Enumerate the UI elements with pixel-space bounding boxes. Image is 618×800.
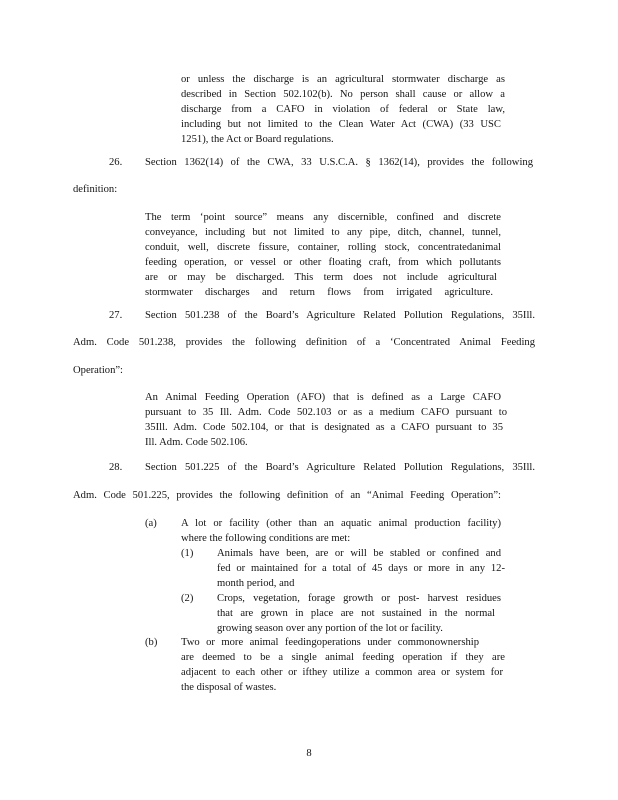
paragraph-line: Operation”: bbox=[73, 365, 124, 376]
list-item-line: are deemed to be a single animal feeding operation if they are bbox=[181, 652, 505, 663]
quote-line: described in Section 502.102(b). No person shall cause or allow a bbox=[181, 89, 505, 100]
quote-line: An Animal Feeding Operation (AFO) that is defined as a Large CAFO bbox=[145, 392, 501, 403]
sub-item-line: fed or maintained for a total of 45 days or more in any 12- bbox=[217, 563, 505, 574]
sub-item-line: Animals have been, are or will be stabled or confined and bbox=[217, 548, 501, 559]
paragraph-line: Section 501.238 of the Board’s Agriculture Related Pollution Regulations, 35Ill. bbox=[145, 310, 535, 321]
paragraph-line: definition: bbox=[73, 184, 118, 195]
quote-line: stormwater discharges and return flows from irrigated agriculture. bbox=[145, 287, 493, 298]
list-item-line: A lot or facility (other than an aquatic animal production facility) bbox=[181, 518, 501, 529]
sub-item-line: Crops, vegetation, forage growth or post- harvest residues bbox=[217, 593, 501, 604]
paragraph-number: 28. bbox=[109, 462, 123, 473]
paragraph-line: Section 501.225 of the Board’s Agriculture Related Pollution Regulations, 35Ill. bbox=[145, 462, 535, 473]
paragraph-number: 27. bbox=[109, 310, 123, 321]
paragraph-number: 26. bbox=[109, 157, 123, 168]
sub-item-line: that are grown in place are not sustained in the normal bbox=[217, 608, 495, 619]
paragraph-line: Adm. Code 501.225, provides the following definition of an “Animal Feeding Operation”: bbox=[73, 490, 501, 501]
quote-line: discharge from a CAFO in violation of federal or State law, bbox=[181, 104, 505, 115]
list-item-line: where the following conditions are met: bbox=[181, 533, 351, 544]
list-item-label: (a) bbox=[145, 518, 157, 529]
quote-line: including but not limited to the Clean Water Act (CWA) (33 USC bbox=[181, 119, 501, 130]
sub-item-label: (2) bbox=[181, 593, 194, 604]
quote-line: 35Ill. Adm. Code 502.104, or that is designated as a CAFO pursuant to 35 bbox=[145, 422, 503, 433]
quote-line: feeding operation, or vessel or other floating craft, from which pollutants bbox=[145, 257, 501, 268]
list-item-line: adjacent to each other or ifthey utilize a common area or system for bbox=[181, 667, 503, 678]
quote-line: conveyance, including but not limited to any pipe, ditch, channel, tunnel, bbox=[145, 227, 501, 238]
paragraph-line: Section 1362(14) of the CWA, 33 U.S.C.A. § 1362(14), provides the following bbox=[145, 157, 533, 168]
quote-line: are or may be discharged. This term does not include agricultural bbox=[145, 272, 497, 283]
sub-item-line: growing season over any portion of the lot or facility. bbox=[217, 623, 443, 634]
quote-line: Ill. Adm. Code 502.106. bbox=[145, 437, 248, 448]
list-item-line: the disposal of wastes. bbox=[181, 682, 277, 693]
page-number: 8 bbox=[306, 748, 312, 759]
quote-line: pursuant to 35 Ill. Adm. Code 502.103 or as a medium CAFO pursuant to bbox=[145, 407, 507, 418]
quote-line: 1251), the Act or Board regulations. bbox=[181, 134, 334, 145]
list-item-line: Two or more animal feedingoperations under commonownership bbox=[181, 637, 479, 648]
sub-item-label: (1) bbox=[181, 548, 194, 559]
list-item-label: (b) bbox=[145, 637, 158, 648]
sub-item-line: month period, and bbox=[217, 578, 295, 589]
quote-line: conduit, well, discrete fissure, container, rolling stock, concentratedanimal bbox=[145, 242, 501, 253]
quote-line: The term ‘point source” means any discernible, confined and discrete bbox=[145, 212, 501, 223]
paragraph-line: Adm. Code 501.238, provides the following definition of a ‘Concentrated Animal Feeding bbox=[73, 337, 535, 348]
quote-line: or unless the discharge is an agricultural stormwater discharge as bbox=[181, 74, 505, 85]
